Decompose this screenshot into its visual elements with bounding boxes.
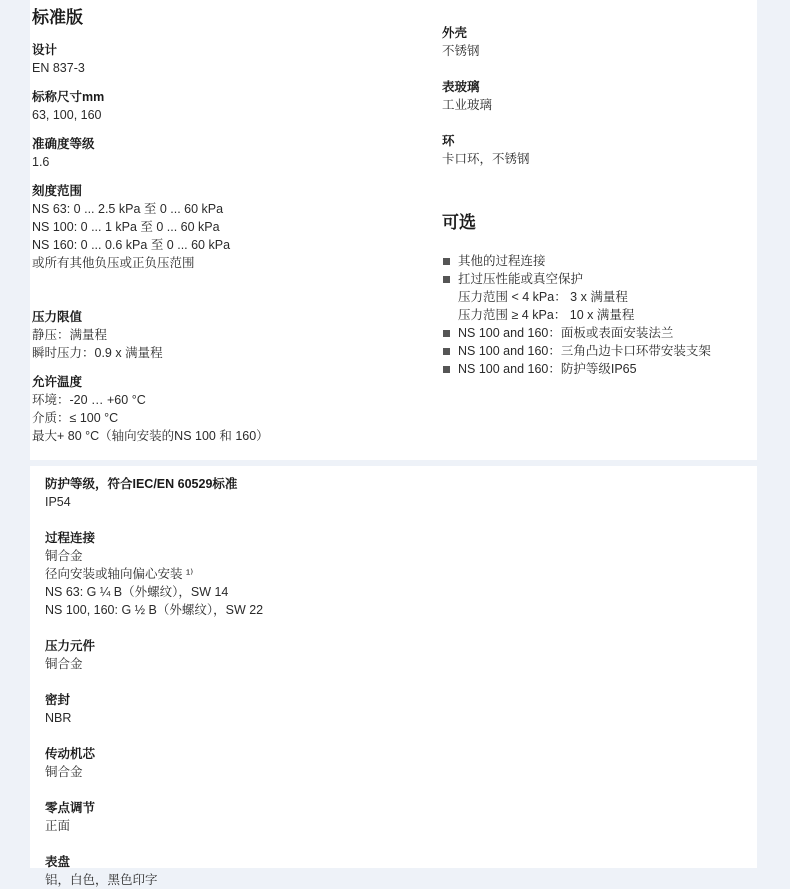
spec-value: 瞬时压力：0.9 x 满量程 xyxy=(32,346,163,360)
spec-window xyxy=(442,78,757,114)
spec-ring xyxy=(442,132,757,168)
materials-column xyxy=(442,24,757,378)
spec-label: 压力元件 xyxy=(45,639,96,653)
spec-label: 设计 xyxy=(32,43,58,57)
spec-label: 允许温度 xyxy=(32,375,83,389)
spec-value: NS 100: 0 ... 1 kPa 至 0 ... 60 kPa xyxy=(32,220,220,234)
spec-label: 过程连接 xyxy=(45,531,96,545)
spec-value: 环境：-20 … +60 °C xyxy=(32,393,146,407)
spec-label: 准确度等级 xyxy=(32,137,95,151)
list-item xyxy=(442,324,757,342)
spec-case xyxy=(442,24,757,60)
spec-value: 径向安装或轴向偏心安装 ¹⁾ xyxy=(45,567,194,581)
spec-value: 铜合金 xyxy=(45,657,83,671)
spec-sealing xyxy=(45,691,725,727)
option-text: 扛过压性能或真空保护 xyxy=(458,272,584,286)
optional-title: 可选 xyxy=(442,213,476,232)
spec-value: EN 837-3 xyxy=(32,61,85,75)
spec-temperature xyxy=(32,373,422,445)
spec-label: 密封 xyxy=(45,693,71,707)
spec-pressure-element xyxy=(45,637,725,673)
option-subtext: 压力范围 < 4 kPa： 3 x 满量程 xyxy=(458,290,628,304)
spec-label: 表盘 xyxy=(45,855,71,869)
spec-process-connection xyxy=(45,529,725,619)
spec-value: NS 160: 0 ... 0.6 kPa 至 0 ... 60 kPa xyxy=(32,238,231,252)
spec-label: 环 xyxy=(442,134,455,148)
spec-value: 铝，白色，黑色印字 xyxy=(45,873,158,887)
spec-label: 零点调节 xyxy=(45,801,96,815)
list-item xyxy=(442,342,757,360)
square-bullet-icon xyxy=(443,330,450,337)
list-item xyxy=(442,360,757,378)
spec-label: 表玻璃 xyxy=(442,80,480,94)
option-subtext: 压力范围 ≥ 4 kPa： 10 x 满量程 xyxy=(458,308,635,322)
spec-value: 63, 100, 160 xyxy=(32,108,102,122)
square-bullet-icon xyxy=(443,276,450,283)
spec-value: 或所有其他负压或正负压范围 xyxy=(32,256,195,270)
list-item xyxy=(442,270,757,288)
spec-label: 标称尺寸mm xyxy=(32,90,105,104)
spec-nominal-size xyxy=(32,88,422,124)
option-text: 其他的过程连接 xyxy=(458,254,546,268)
top-panel xyxy=(30,0,757,460)
spec-value: 卡口环，不锈钢 xyxy=(442,152,530,166)
spec-value: 静压：满量程 xyxy=(32,328,108,342)
spec-value: 铜合金 xyxy=(45,549,83,563)
spec-label: 压力限值 xyxy=(32,310,83,324)
spec-value: NBR xyxy=(45,711,72,725)
option-text: NS 100 and 160：面板或表面安装法兰 xyxy=(458,326,674,340)
spec-movement xyxy=(45,745,725,781)
spec-value: 不锈钢 xyxy=(442,44,480,58)
spec-accuracy xyxy=(32,135,422,171)
spec-label: 外壳 xyxy=(442,26,468,40)
spec-value: 1.6 xyxy=(32,155,50,169)
standard-column xyxy=(32,7,422,445)
spec-value: NS 63: 0 ... 2.5 kPa 至 0 ... 60 kPa xyxy=(32,202,224,216)
spec-value: IP54 xyxy=(45,495,71,509)
spec-value: 工业玻璃 xyxy=(442,98,493,112)
construction-specs xyxy=(45,475,725,889)
spec-value: 正面 xyxy=(45,819,71,833)
square-bullet-icon xyxy=(443,366,450,373)
spec-label: 防护等级，符合IEC/EN 60529标准 xyxy=(45,477,238,491)
spec-pressure-limit xyxy=(32,308,422,362)
spec-design xyxy=(32,41,422,77)
spec-value: 铜合金 xyxy=(45,765,83,779)
standard-title: 标准版 xyxy=(32,8,83,27)
square-bullet-icon xyxy=(443,348,450,355)
spec-ingress-protection xyxy=(45,475,725,511)
square-bullet-icon xyxy=(443,258,450,265)
bottom-panel xyxy=(30,466,757,887)
spec-value: 最大+ 80 °C（轴向安装的NS 100 和 160） xyxy=(32,429,269,443)
spec-label: 刻度范围 xyxy=(32,184,83,198)
spec-value: NS 63: G ¼ B（外螺纹），SW 14 xyxy=(45,585,229,599)
spec-value: NS 100, 160: G ½ B（外螺纹），SW 22 xyxy=(45,603,264,617)
spec-zero-adjustment xyxy=(45,799,725,835)
spec-label: 传动机芯 xyxy=(45,747,96,761)
spec-value: 介质：≤ 100 °C xyxy=(32,411,119,425)
option-text: NS 100 and 160：三角凸边卡口环带安装支架 xyxy=(458,344,711,358)
option-text: NS 100 and 160：防护等级IP65 xyxy=(458,362,637,376)
spec-dial xyxy=(45,853,725,889)
spec-scale-range xyxy=(32,182,422,272)
list-item xyxy=(442,252,757,270)
